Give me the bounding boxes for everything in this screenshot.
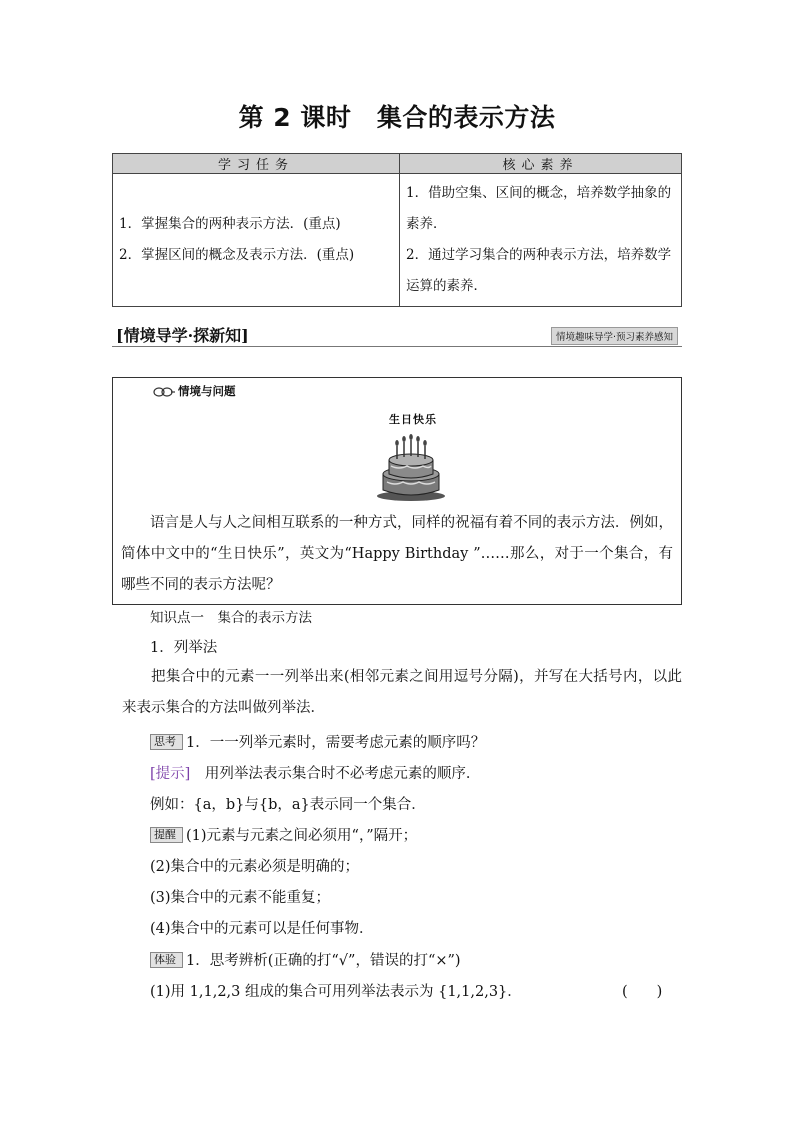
remind-item: (1)元素与元素之间必须用“，”隔开； bbox=[186, 828, 418, 844]
situation-title bbox=[153, 383, 236, 399]
table-header-row bbox=[113, 154, 682, 174]
task-item: 2．掌握区间的概念及表示方法．(重点) bbox=[119, 247, 355, 263]
core-literacy-cell bbox=[400, 174, 682, 307]
think-line bbox=[150, 731, 485, 752]
knowledge-heading: 知识点一 集合的表示方法 bbox=[150, 610, 312, 626]
hint-line bbox=[150, 762, 480, 783]
remind-tag: 提醒 bbox=[150, 827, 183, 843]
page-title: 第 2 课时 集合的表示方法 bbox=[238, 103, 556, 132]
experience-item: (1)用 1,1,2,3 组成的集合可用列举法表示为 {1,1,2,3}． bbox=[150, 984, 522, 1000]
remind-item: (3)集合中的元素不能重复； bbox=[150, 890, 331, 906]
header-core-literacy: 核心素养 bbox=[400, 154, 682, 174]
section-badge: 情境趣味导学·预习素养感知 bbox=[551, 327, 678, 345]
literacy-item: 1．借助空集、区间的概念，培养数学抽象的素养． bbox=[406, 185, 672, 232]
remind-item: (4)集合中的元素可以是任何事物． bbox=[150, 921, 374, 937]
learning-tasks-cell bbox=[113, 174, 400, 307]
experience-text: 1．思考辨析(正确的打“√”，错误的打“×”) bbox=[186, 953, 461, 969]
table-row bbox=[113, 174, 682, 307]
literacy-item: 2．通过学习集合的两种表示方法，培养数学运算的素养． bbox=[406, 247, 672, 294]
answer-parentheses: ( ) bbox=[622, 984, 663, 1000]
hint-tag: [提示] bbox=[150, 766, 191, 782]
task-item: 1．掌握集合的两种表示方法．(重点) bbox=[119, 216, 341, 232]
section-header bbox=[112, 322, 682, 347]
header-learning-tasks: 学习任务 bbox=[113, 154, 400, 174]
section-label: [情境导学·探新知] bbox=[116, 326, 249, 345]
situation-icon bbox=[153, 386, 175, 396]
example-line: 例如：{a，b}与{b，a}表示同一个集合． bbox=[150, 797, 426, 813]
remind-item: (2)集合中的元素必须是明确的； bbox=[150, 859, 360, 875]
situation-title-text: 情境与问题 bbox=[178, 384, 236, 398]
objectives-table bbox=[112, 153, 682, 307]
situation-box bbox=[112, 377, 682, 605]
remind-line bbox=[150, 824, 417, 845]
experience-tag: 体验 bbox=[150, 952, 183, 968]
think-question: 1．一一列举元素时，需要考虑元素的顺序吗？ bbox=[186, 735, 486, 751]
hint-text: 用列举法表示集合时不必考虑元素的顺序． bbox=[190, 766, 481, 782]
listing-definition: 把集合中的元素一一列举出来(相邻元素之间用逗号分隔)，并写在大括号内，以此来表示集合的方法叫做列举法． bbox=[122, 669, 682, 716]
situation-paragraph: 语言是人与人之间相互联系的一种方式，同样的祝福有着不同的表示方法．例如，简体中文中的“生日快乐”，英文为“Happy Birthday ”……那么，对于一个集合，有哪些不同的表示方法呢？ bbox=[121, 515, 673, 593]
think-tag: 思考 bbox=[150, 734, 183, 750]
cake-caption: 生日快乐 bbox=[389, 413, 437, 426]
listing-method-heading: 1．列举法 bbox=[150, 640, 218, 656]
birthday-cake-icon bbox=[375, 426, 447, 502]
experience-line bbox=[150, 949, 461, 970]
